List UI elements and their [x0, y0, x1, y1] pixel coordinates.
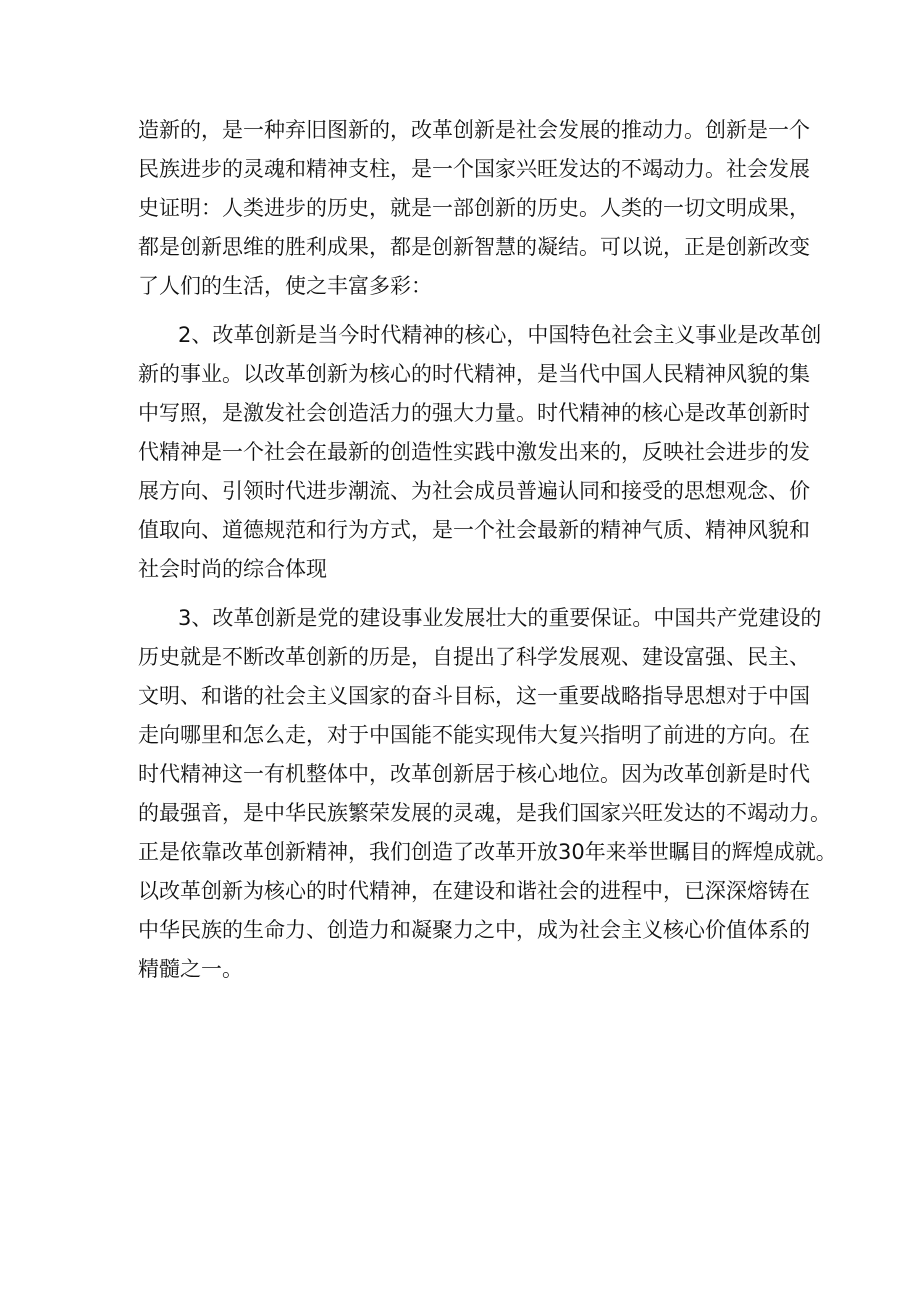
text-line: 精髓之一。: [138, 957, 243, 981]
text-line: 的最强音，是中华民族繁荣发展的灵魂，是我们国家兴旺发达的不竭动力。: [138, 801, 831, 825]
paragraph-3: [138, 599, 837, 989]
text-line: 都是创新思维的胜利成果，都是创新智慧的凝结。可以说，正是创新改变: [138, 235, 810, 259]
text-line: 3、改革创新是党的建设事业发展壮大的重要保证。中国共产党建设的: [178, 606, 822, 630]
text-line: 2、改革创新是当今时代精神的核心，中国特色社会主义事业是改革创: [178, 323, 822, 347]
text-line: 时代精神这一有机整体中，改革创新居于核心地位。因为改革创新是时代: [138, 762, 810, 786]
text-line: 造新的，是一种弃旧图新的，改革创新是社会发展的推动力。创新是一个: [138, 118, 810, 142]
text-line: 社会时尚的综合体现: [138, 557, 327, 581]
text-line: 民族进步的灵魂和精神支柱，是一个国家兴旺发达的不竭动力。社会发展: [138, 157, 810, 181]
text-line: 历史就是不断改革创新的历是，自提出了科学发展观、建设富强、民主、: [138, 645, 810, 669]
text-line: 代精神是一个社会在最新的创造性实践中激发出来的，反映社会进步的发: [138, 440, 810, 464]
text-line: 中写照，是激发社会创造活力的强大力量。时代精神的核心是改革创新时: [138, 401, 810, 425]
text-line: 文明、和谐的社会主义国家的奋斗目标，这一重要战略指导思想对于中国: [138, 684, 810, 708]
text-line: 新的事业。以改革创新为核心的时代精神，是当代中国人民精神风貌的集: [138, 362, 810, 386]
text-line: 中华民族的生命力、创造力和凝聚力之中，成为社会主义核心价值体系的: [138, 918, 810, 942]
text-line: 史证明：人类进步的历史，就是一部创新的历史。人类的一切文明成果，: [138, 196, 810, 220]
text-line: 了人们的生活，使之丰富多彩：: [138, 274, 432, 298]
text-line: 走向哪里和怎么走，对于中国能不能实现伟大复兴指明了前进的方向。在: [138, 723, 810, 747]
paragraph-2: [138, 316, 822, 589]
text-line: 展方向、引领时代进步潮流、为社会成员普遍认同和接受的思想观念、价: [138, 479, 810, 503]
text-line: 值取向、道德规范和行为方式，是一个社会最新的精神气质、精神风貌和: [138, 518, 810, 542]
paragraph-1: [138, 111, 810, 306]
text-line: 正是依靠改革创新精神，我们创造了改革开放30年来举世瞩目的辉煌成就。: [138, 840, 837, 864]
document-body: [138, 111, 837, 999]
text-line: 以改革创新为核心的时代精神，在建设和谐社会的进程中，已深深熔铸在: [138, 879, 810, 903]
